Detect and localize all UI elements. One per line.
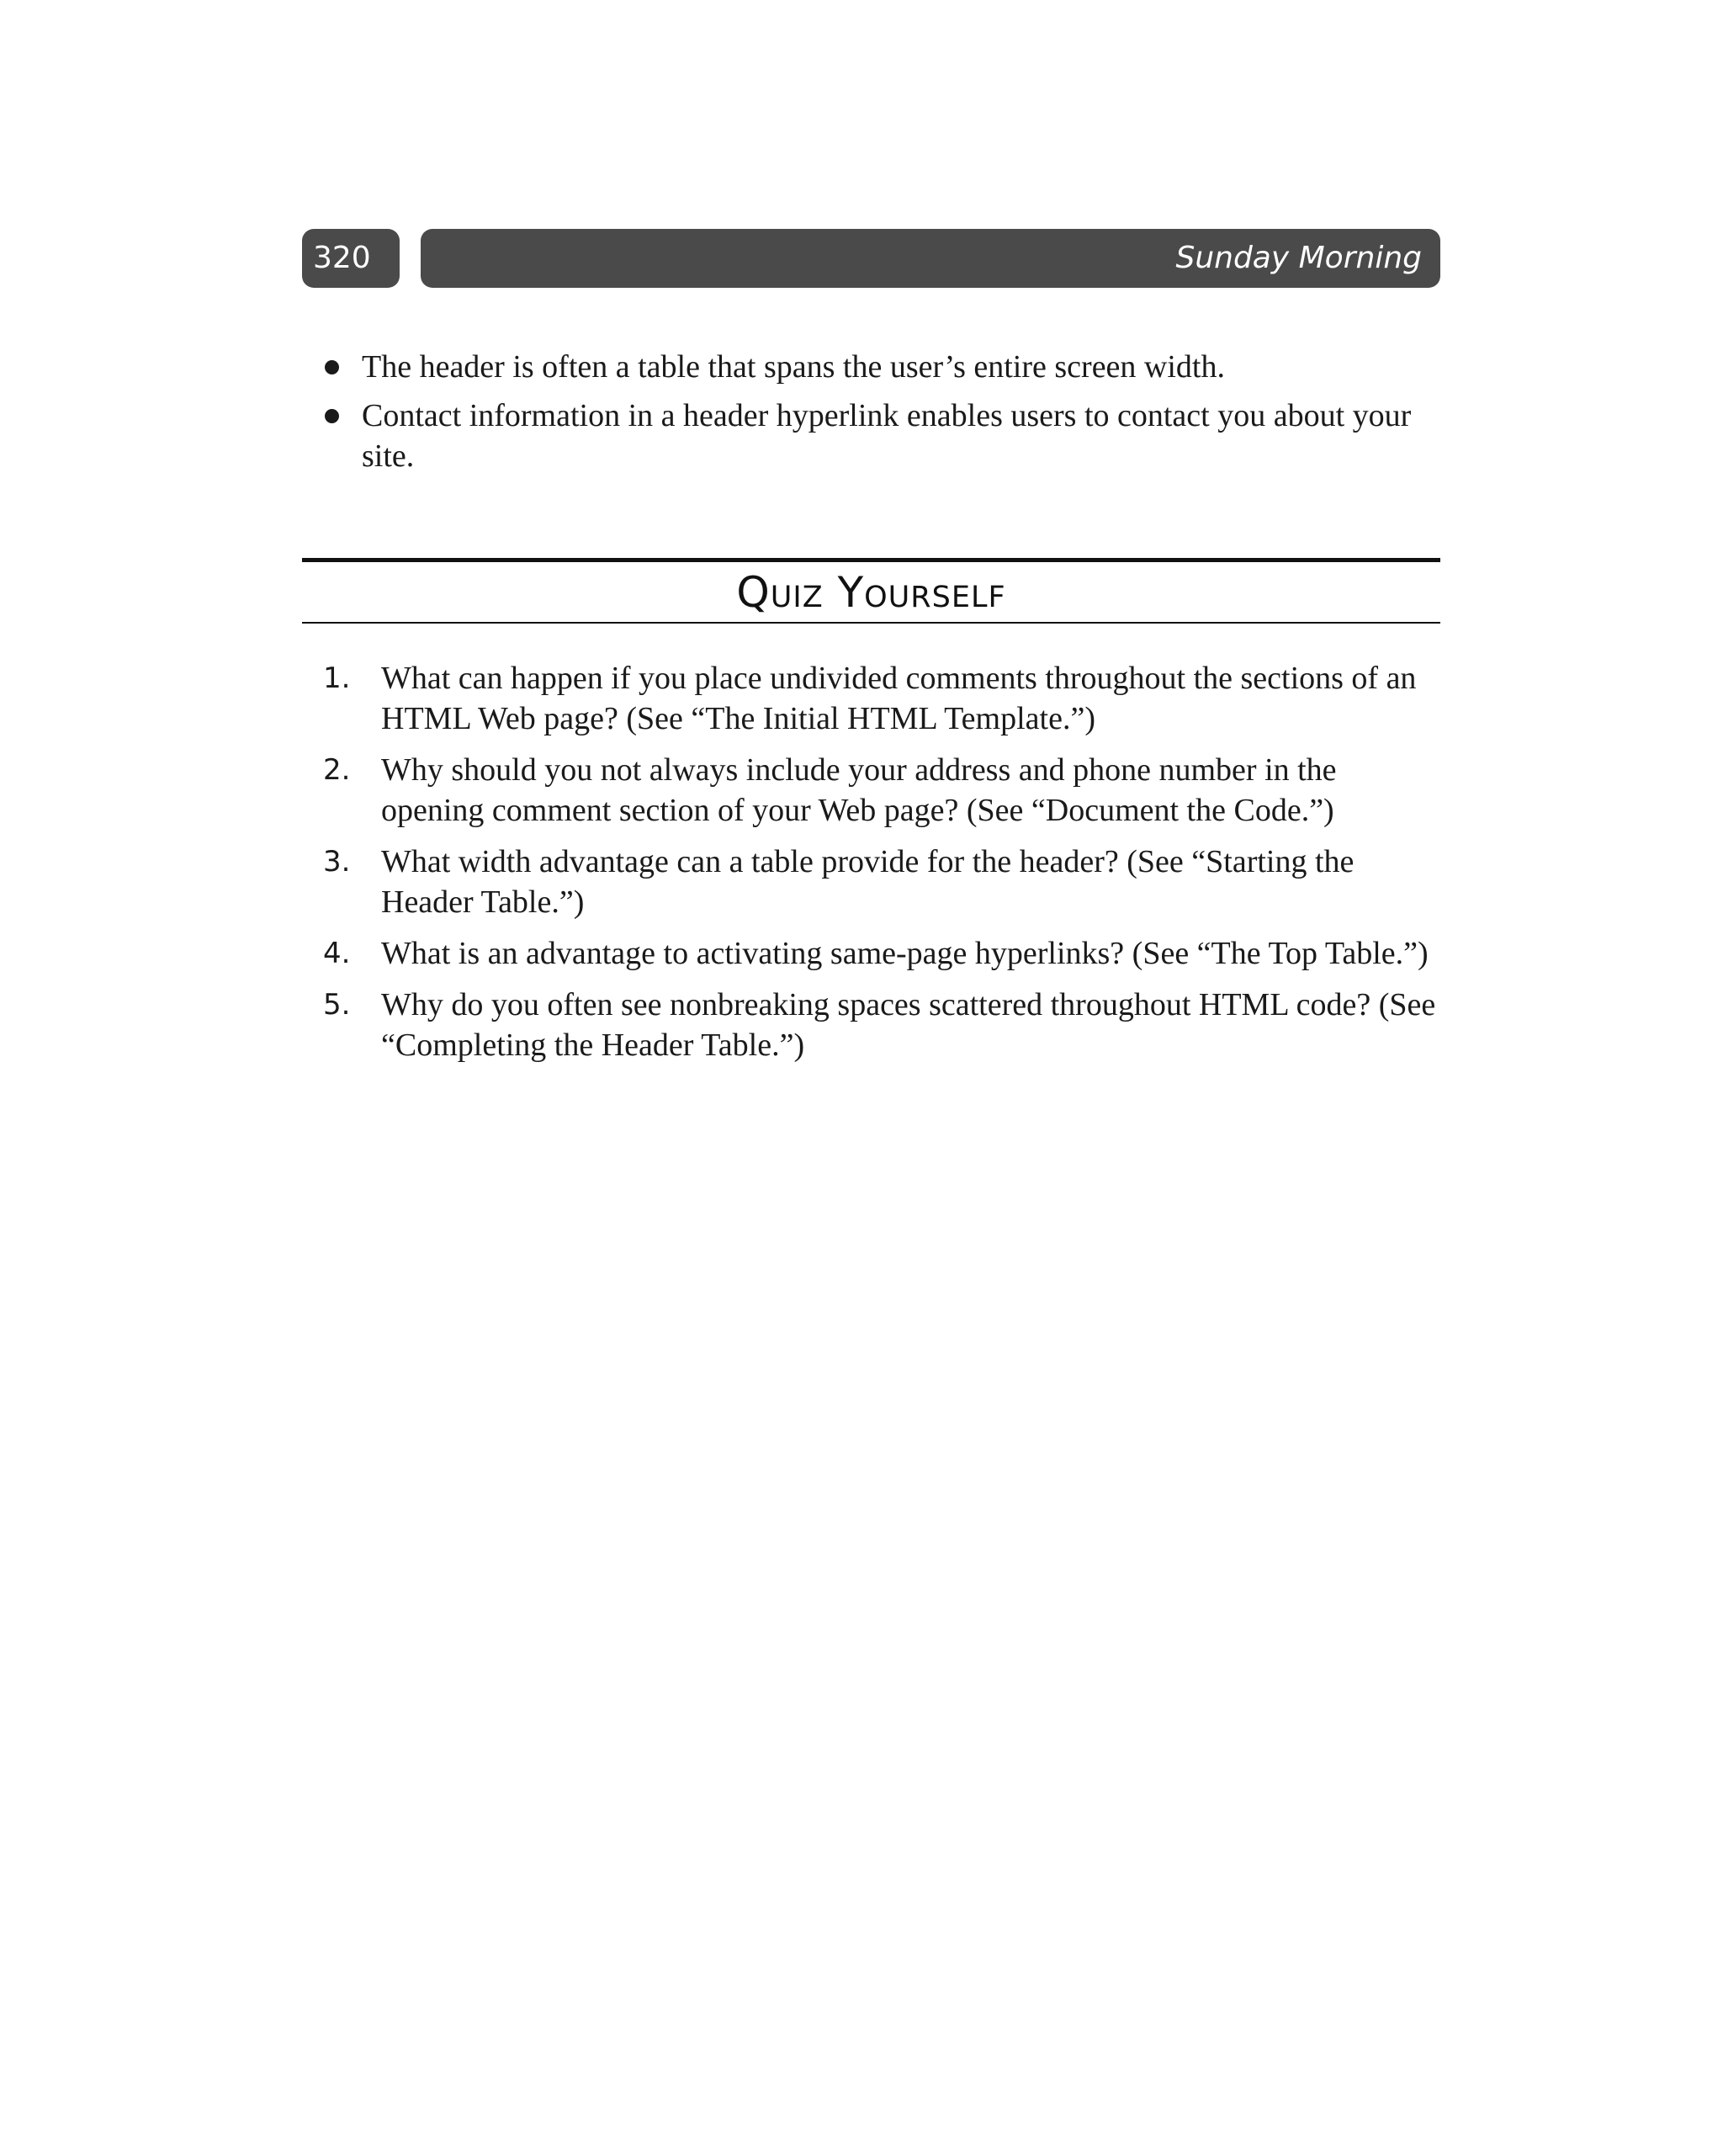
page-number: 320	[302, 229, 400, 288]
summary-bullet-list	[320, 347, 1413, 485]
question-text: Why do you often see nonbreaking spaces scattered throughout HTML code? (See “Completing the Header Table.”)	[381, 987, 1436, 1063]
bullet-item	[320, 347, 1413, 387]
bullet-text: The header is often a table that spans the user’s entire screen width.	[362, 349, 1225, 385]
bullet-icon	[325, 360, 339, 374]
section-bottom-rule	[302, 622, 1440, 624]
question-number: 4.	[323, 937, 351, 970]
quiz-question	[320, 658, 1439, 739]
bullet-text: Contact information in a header hyperlink enables users to contact you about your site.	[362, 398, 1412, 474]
quiz-question	[320, 933, 1439, 974]
section-top-rule	[302, 558, 1440, 562]
quiz-question	[320, 842, 1439, 922]
question-text: What can happen if you place undivided comments throughout the sections of an HTML Web page? (See “The Initial HTML Template.”)	[381, 661, 1417, 736]
quiz-question	[320, 985, 1439, 1065]
question-number: 2.	[323, 753, 351, 787]
section-title: Quiz Yourself	[736, 568, 1006, 617]
question-text: What width advantage can a table provide for the header? (See “Starting the Header Table.”)	[381, 844, 1355, 920]
bullet-item	[320, 396, 1413, 476]
question-number: 3.	[323, 845, 351, 879]
quiz-question-list	[320, 658, 1439, 1076]
running-head: Sunday Morning	[421, 229, 1440, 288]
question-text: Why should you not always include your address and phone number in the opening comment section of your Web page? (See “Document the Code.”)	[381, 752, 1337, 828]
bullet-icon	[325, 409, 339, 423]
question-number: 1.	[323, 661, 351, 695]
quiz-question	[320, 750, 1439, 831]
question-number: 5.	[323, 988, 351, 1022]
question-text: What is an advantage to activating same-page hyperlinks? (See “The Top Table.”)	[381, 936, 1429, 971]
